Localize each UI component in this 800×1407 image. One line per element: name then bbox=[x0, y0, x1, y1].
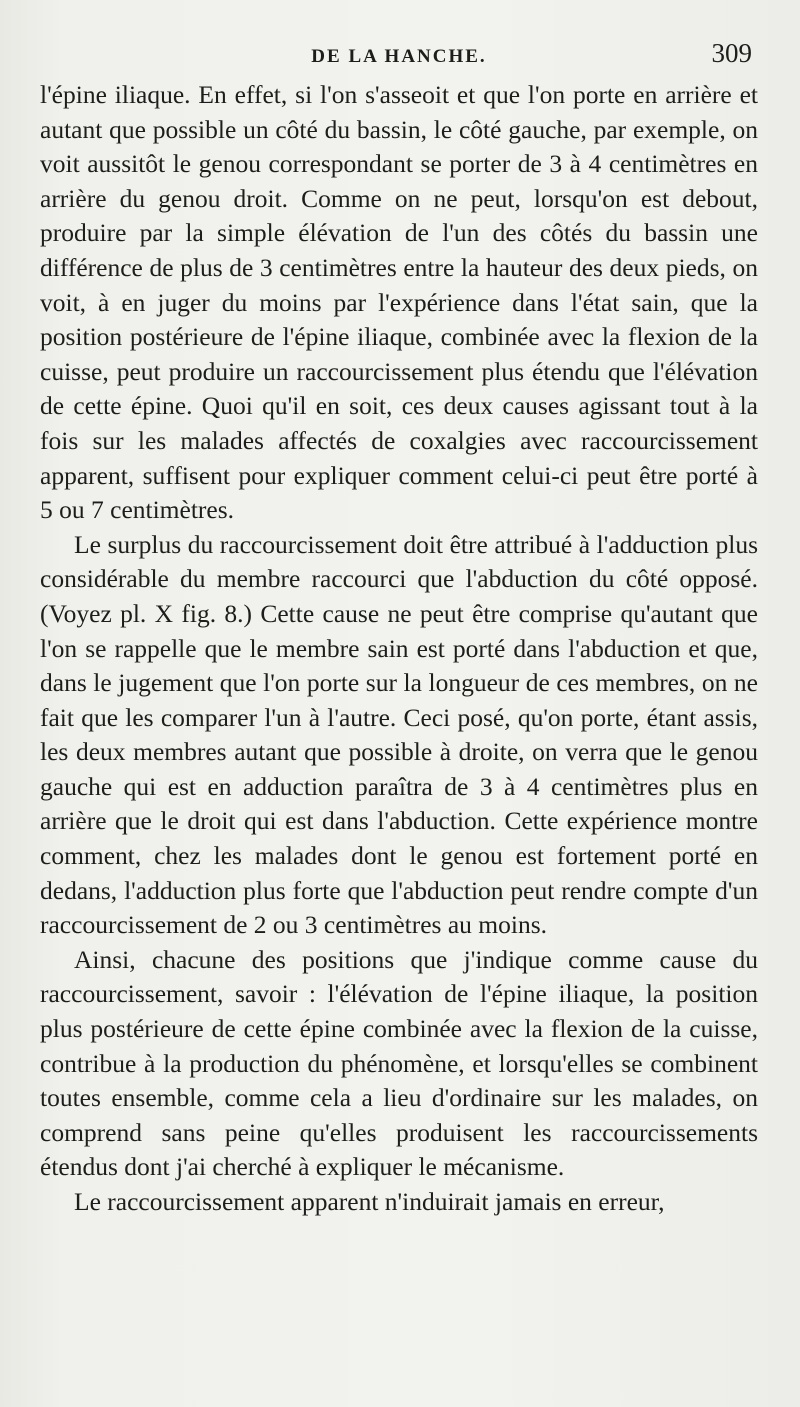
page-number: 309 bbox=[711, 38, 752, 68]
body-text bbox=[40, 78, 758, 1220]
paragraph-3: Ainsi, chacune des positions que j'indique comme cause du raccourcissement, savoir : l'élévation de l'épine iliaque, la position plus postérieure de cette épine combinée avec la flexion de la cuisse, contribue à la production du phénomène, et lorsqu'elles se combinent toutes ensemble, comme cela a lieu d'ordinaire sur les malades, on comprend sans peine qu'elles produisent les raccourcissements étendus dont j'ai cherché à expliquer le mécanisme. bbox=[40, 944, 758, 1182]
paragraph-1: l'épine iliaque. En effet, si l'on s'asseoit et que l'on porte en arrière et autant que possible un côté du bassin, le côté gauche, par exemple, on voit aussitôt le genou correspondant se porter de 3 à 4 centimètres en arrière du genou droit. Comme on ne peut, lorsqu'on est debout, produire par la simple élévation de l'un des côtés du bassin une différence de plus de 3 centimètres entre la hauteur des deux pieds, on voit, à en juger du moins par l'expérience dans l'état sain, que la position postérieure de l'épine iliaque, combinée avec la flexion de la cuisse, peut produire un raccourcissement plus étendu que l'élévation de cette épine. Quoi qu'il en soit, ces deux causes agissant tout à la fois sur les malades affectés de coxalgies avec raccourcissement apparent, suffisent pour expliquer comment celui-ci peut être porté à 5 ou 7 centimètres. bbox=[40, 80, 758, 525]
paragraph-2: Le surplus du raccourcissement doit être attribué à l'adduction plus considérable du membre raccourci que l'abduction du côté opposé. (Voyez pl. X fig. 8.) Cette cause ne peut être comprise qu'autant que l'on se rappelle que le membre sain est porté dans l'abduction et que, dans le jugement que l'on porte sur la longueur de ces membres, on ne fait que les comparer l'un à l'autre. Ceci posé, qu'on porte, étant assis, les deux membres autant que possible à droite, on verra que le genou gauche qui est en adduction paraîtra de 3 à 4 centimètres plus en arrière que le droit qui est dans l'abduction. Cette expérience montre comment, chez les malades dont le genou est fortement porté en dedans, l'adduction plus forte que l'abduction peut rendre compte d'un raccourcissement de 2 ou 3 centimètres au moins. bbox=[40, 529, 758, 940]
running-title: DE LA HANCHE. bbox=[311, 46, 487, 67]
page-header bbox=[40, 38, 758, 78]
paragraph-4: Le raccourcissement apparent n'induirait jamais en erreur, bbox=[74, 1187, 665, 1216]
